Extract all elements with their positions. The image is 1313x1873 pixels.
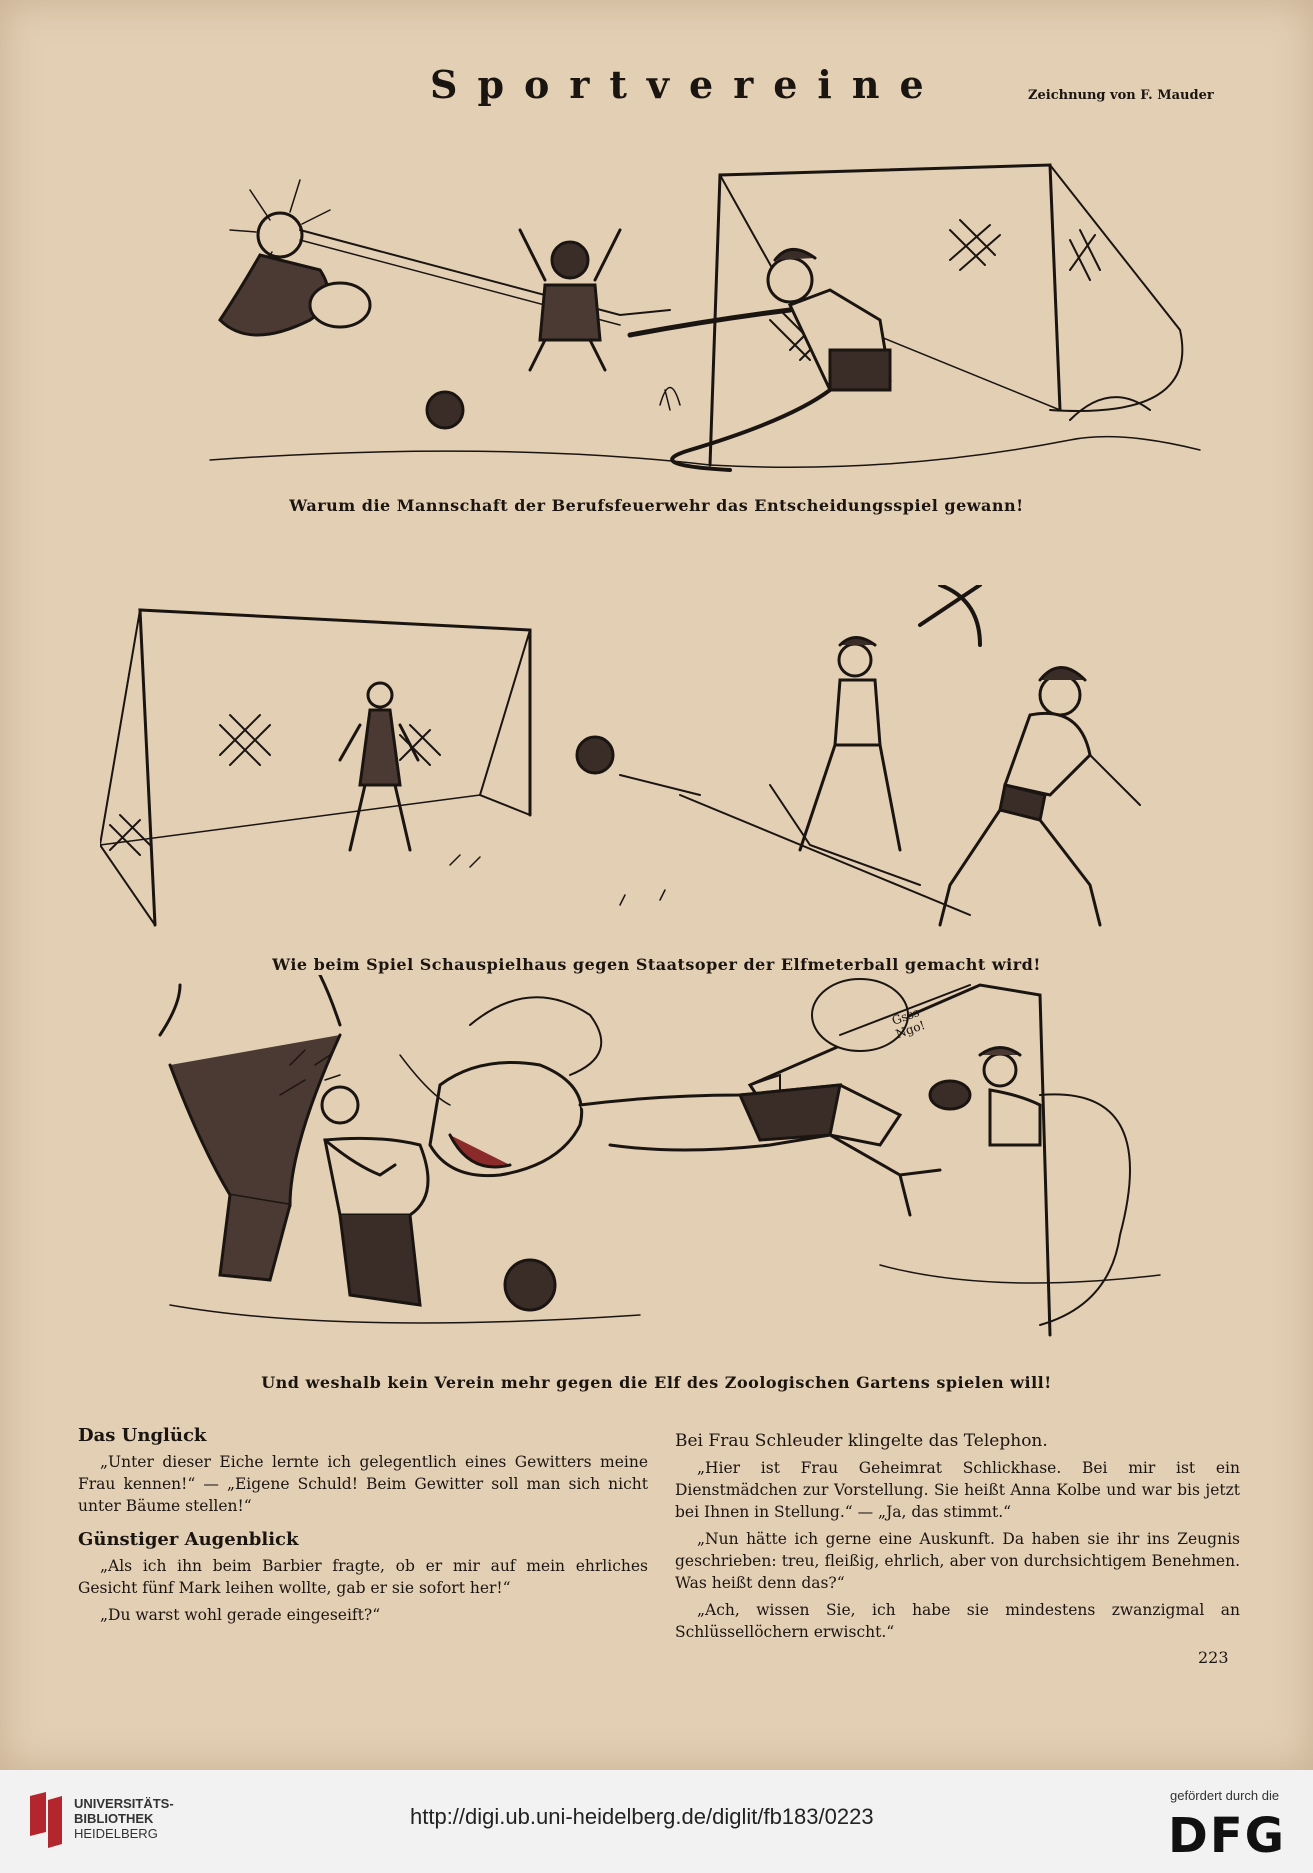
article-paragraph: „Ach, wissen Sie, ich habe sie mindestens zwanzigmal an Schlüssellöchern erwischt.“ xyxy=(675,1601,1240,1641)
cartoon-theatre-penalty xyxy=(100,585,1200,940)
cartoon-caption-1: Warum die Mannschaft der Berufsfeuerwehr das Entscheidungsspiel gewann! xyxy=(289,496,1024,515)
page-number: 223 xyxy=(1198,1648,1229,1667)
cartoon-fire-brigade xyxy=(190,120,1210,485)
right-column xyxy=(675,1430,1240,1648)
library-name-line: BIBLIOTHEK xyxy=(74,1811,154,1826)
article-paragraph: „Du warst wohl gerade eingeseift?“ xyxy=(100,1606,381,1624)
cartoon-zoo-lion xyxy=(140,975,1200,1345)
library-name xyxy=(74,1796,174,1841)
article-heading-1: Das Unglück xyxy=(78,1425,207,1446)
illustrator-credit: Zeichnung von F. Mauder xyxy=(1028,88,1214,103)
article-paragraph: Bei Frau Schleuder klingelte das Telephon. xyxy=(675,1431,1048,1451)
library-name-line: UNIVERSITÄTS- xyxy=(74,1796,174,1811)
article-paragraph: „Nun hätte ich gerne eine Auskunft. Da haben sie ihr ins Zeugnis geschrieben: treu, fleißig, ehrlich, aber von durchsichtigem Benehmen. Was heißt denn das?“ xyxy=(675,1530,1240,1592)
funding-label: gefördert durch die xyxy=(1170,1788,1280,1803)
cartoon-caption-3: Und weshalb kein Verein mehr gegen die Elf des Zoologischen Gartens spielen will! xyxy=(261,1373,1052,1392)
dfg-logo: DFG xyxy=(1168,1808,1287,1864)
page-title: Sportvereine xyxy=(430,62,944,107)
source-url-link[interactable]: http://digi.ub.uni-heidelberg.de/diglit/fb183/0223 xyxy=(410,1804,874,1829)
library-name-line: HEIDELBERG xyxy=(74,1826,158,1841)
article-paragraph: „Als ich ihn beim Barbier fragte, ob er mir auf mein ehrliches Gesicht fünf Mark leihen wollte, gab er sie sofort her!“ xyxy=(78,1557,648,1597)
left-column xyxy=(78,1425,648,1631)
article-heading-2: Günstiger Augenblick xyxy=(78,1529,299,1550)
speech-bubble-text: Gsss Ngo! xyxy=(890,1005,927,1042)
ub-heidelberg-logo-icon xyxy=(26,1792,66,1848)
digital-library-footer xyxy=(0,1770,1313,1873)
cartoon-caption-2: Wie beim Spiel Schauspielhaus gegen Staatsoper der Elfmeterball gemacht wird! xyxy=(272,955,1041,974)
article-paragraph: „Hier ist Frau Geheimrat Schlickhase. Bei mir ist ein Dienstmädchen zur Vorstellung. Sie heißt Anna Kolbe und war bis jetzt bei Ihnen in Stellung.“ — „Ja, das stimmt.“ xyxy=(675,1459,1240,1521)
article-paragraph: „Unter dieser Eiche lernte ich gelegentlich eines Gewitters meine Frau kennen!“ — „Eigene Schuld! Beim Gewitter soll man sich nicht unter Bäume stellen!“ xyxy=(78,1453,648,1515)
